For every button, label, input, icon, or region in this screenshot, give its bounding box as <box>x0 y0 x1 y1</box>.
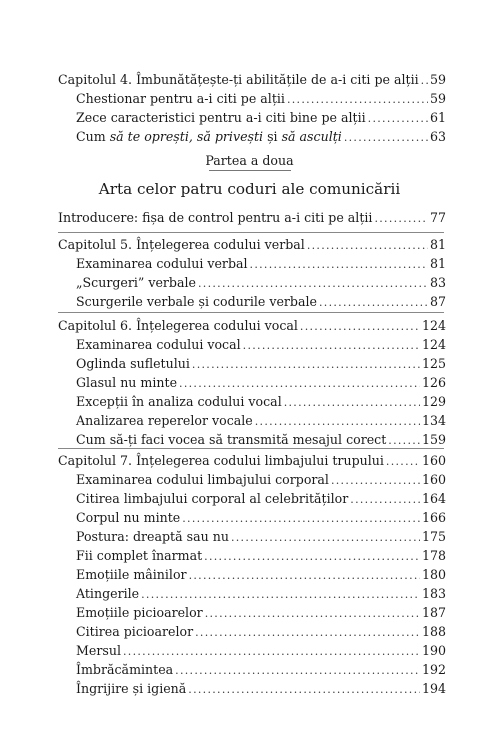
page-number: 126 <box>421 375 446 390</box>
toc-subentry <box>58 254 446 273</box>
subentry-title: Emoțiile mâinilor <box>76 567 187 582</box>
toc-subentry <box>58 527 446 546</box>
toc-subentry <box>58 273 446 292</box>
dot-leader <box>255 412 420 431</box>
chapter-5-entry <box>58 235 446 254</box>
toc-subentry <box>58 584 446 603</box>
chapter-4-block <box>58 70 446 146</box>
page-number: 63 <box>429 129 446 144</box>
subentry-title: Oglinda sufletului <box>76 356 190 371</box>
title-text: și <box>263 129 282 144</box>
page-number: 124 <box>421 318 446 333</box>
chapter-title: Capitolul 5. Înțelegerea codului verbal <box>58 237 305 252</box>
dot-leader <box>344 128 428 147</box>
page-number: 61 <box>429 110 446 125</box>
chapter-title: Capitolul 6. Înțelegerea codului vocal <box>58 318 298 333</box>
dot-leader <box>205 604 420 623</box>
title-italic: să asculți <box>281 129 342 144</box>
toc-subentry <box>58 546 446 565</box>
toc-subentry <box>58 508 446 527</box>
chapter-7-block <box>58 451 446 698</box>
dot-leader <box>204 547 420 566</box>
title-italic: să te oprești, să privești <box>109 129 264 144</box>
dot-leader <box>192 355 420 374</box>
subentry-title: Fii complet înarmat <box>76 548 203 563</box>
toc-subentry <box>58 127 446 146</box>
subentry-title: „Scurgeri” verbale <box>76 275 196 290</box>
section-divider <box>58 448 444 449</box>
page-number: 159 <box>421 432 446 447</box>
subentry-title: Îmbrăcămintea <box>76 662 174 677</box>
page-number: 192 <box>421 662 446 677</box>
toc-subentry <box>58 335 446 354</box>
toc-subentry <box>58 354 446 373</box>
dot-leader <box>386 452 420 471</box>
chapter-5-block <box>58 235 446 311</box>
dot-leader <box>250 255 428 274</box>
dot-leader <box>195 623 420 642</box>
page-number: 87 <box>429 294 446 309</box>
dot-leader <box>374 209 428 228</box>
title-text: Cum <box>76 129 110 144</box>
subentry-title: Examinarea codului limbajului corporal <box>76 472 329 487</box>
part-underline <box>209 170 291 171</box>
subentry-title <box>76 127 342 146</box>
subentry-title: Glasul nu minte <box>76 375 178 390</box>
toc-subentry <box>58 641 446 660</box>
subentry-title: Scurgerile verbale și codurile verbale <box>76 294 317 309</box>
toc-subentry <box>58 489 446 508</box>
part-title: Arta celor patru coduri ale comunicării <box>98 180 401 198</box>
page-number: 59 <box>429 91 446 106</box>
dot-leader <box>188 680 420 699</box>
chapter-6-block <box>58 316 446 449</box>
toc-subentry <box>58 660 446 679</box>
introduction-entry <box>58 208 446 227</box>
toc-subentry <box>58 565 446 584</box>
subentry-title: Analizarea reperelor vocale <box>76 413 253 428</box>
subentry-title: Zece caracteristici pentru a-i citi bine pe alții <box>76 110 366 125</box>
chapter-title: Capitolul 7. Înțelegerea codului limbajului trupului <box>58 453 384 468</box>
dot-leader <box>350 490 420 509</box>
page-number: 178 <box>421 548 446 563</box>
subentry-title: Chestionar pentru a-i citi pe alții <box>76 91 285 106</box>
page-number: 180 <box>421 567 446 582</box>
chapter-6-entry <box>58 316 446 335</box>
subentry-title: Mersul <box>76 643 121 658</box>
dot-leader <box>123 642 420 661</box>
dot-leader <box>179 374 420 393</box>
chapter-title: Capitolul 4. Îmbunătățește-ți abilitățile de a-i citi pe alții <box>58 72 419 87</box>
dot-leader <box>287 90 428 109</box>
page-number: 124 <box>421 337 446 352</box>
subentry-title: Îngrijire și igienă <box>76 681 187 696</box>
subentry-title: Postura: dreaptă sau nu <box>76 529 229 544</box>
dot-leader <box>284 393 420 412</box>
section-divider <box>58 232 444 233</box>
chapter-4-entry <box>58 70 446 89</box>
chapter-7-entry <box>58 451 446 470</box>
page-number: 183 <box>421 586 446 601</box>
subentry-title: Excepții în analiza codului vocal <box>76 394 282 409</box>
page-number: 129 <box>421 394 446 409</box>
toc-subentry <box>58 430 446 449</box>
subentry-title: Citirea picioarelor <box>76 624 194 639</box>
subentry-title: Cum să-ți faci vocea să transmită mesajul corect <box>76 432 387 447</box>
introduction-block <box>58 208 446 227</box>
toc-subentry <box>58 470 446 489</box>
page-number: 83 <box>429 275 446 290</box>
toc-subentry <box>58 679 446 698</box>
dot-leader <box>175 661 420 680</box>
page-number: 187 <box>421 605 446 620</box>
dot-leader <box>231 528 420 547</box>
dot-leader <box>243 336 420 355</box>
page-number: 166 <box>421 510 446 525</box>
toc-subentry <box>58 89 446 108</box>
toc-subentry <box>58 108 446 127</box>
dot-leader <box>182 509 420 528</box>
page-number: 81 <box>429 256 446 271</box>
dot-leader <box>198 274 428 293</box>
part-label: Partea a doua <box>205 153 294 168</box>
page-number: 134 <box>421 413 446 428</box>
subentry-title: Emoțiile picioarelor <box>76 605 203 620</box>
toc-subentry <box>58 392 446 411</box>
dot-leader <box>319 293 428 312</box>
page-number: 160 <box>421 453 446 468</box>
dot-leader <box>189 566 420 585</box>
subentry-title: Examinarea codului verbal <box>76 256 248 271</box>
subentry-title: Corpul nu minte <box>76 510 181 525</box>
page-number: 125 <box>421 356 446 371</box>
dot-leader <box>421 71 428 90</box>
entry-title: Introducere: fișa de control pentru a-i citi pe alții <box>58 210 373 225</box>
page-number: 175 <box>421 529 446 544</box>
dot-leader <box>331 471 420 490</box>
toc-subentry <box>58 603 446 622</box>
page-number: 194 <box>421 681 446 696</box>
dot-leader <box>368 109 428 128</box>
page-number: 81 <box>429 237 446 252</box>
page-number: 59 <box>429 72 446 87</box>
toc-subentry <box>58 622 446 641</box>
toc-subentry <box>58 292 446 311</box>
section-divider <box>58 312 444 313</box>
toc-subentry <box>58 373 446 392</box>
subentry-title: Atingerile <box>76 586 140 601</box>
dot-leader <box>300 317 420 336</box>
page-number: 190 <box>421 643 446 658</box>
dot-leader <box>307 236 428 255</box>
subentry-title: Examinarea codului vocal <box>76 337 241 352</box>
page-number: 164 <box>421 491 446 506</box>
page-number: 188 <box>421 624 446 639</box>
dot-leader <box>141 585 420 604</box>
subentry-title: Citirea limbajului corporal al celebrităților <box>76 491 349 506</box>
page-number: 77 <box>429 210 446 225</box>
page-number: 160 <box>421 472 446 487</box>
toc-subentry <box>58 411 446 430</box>
